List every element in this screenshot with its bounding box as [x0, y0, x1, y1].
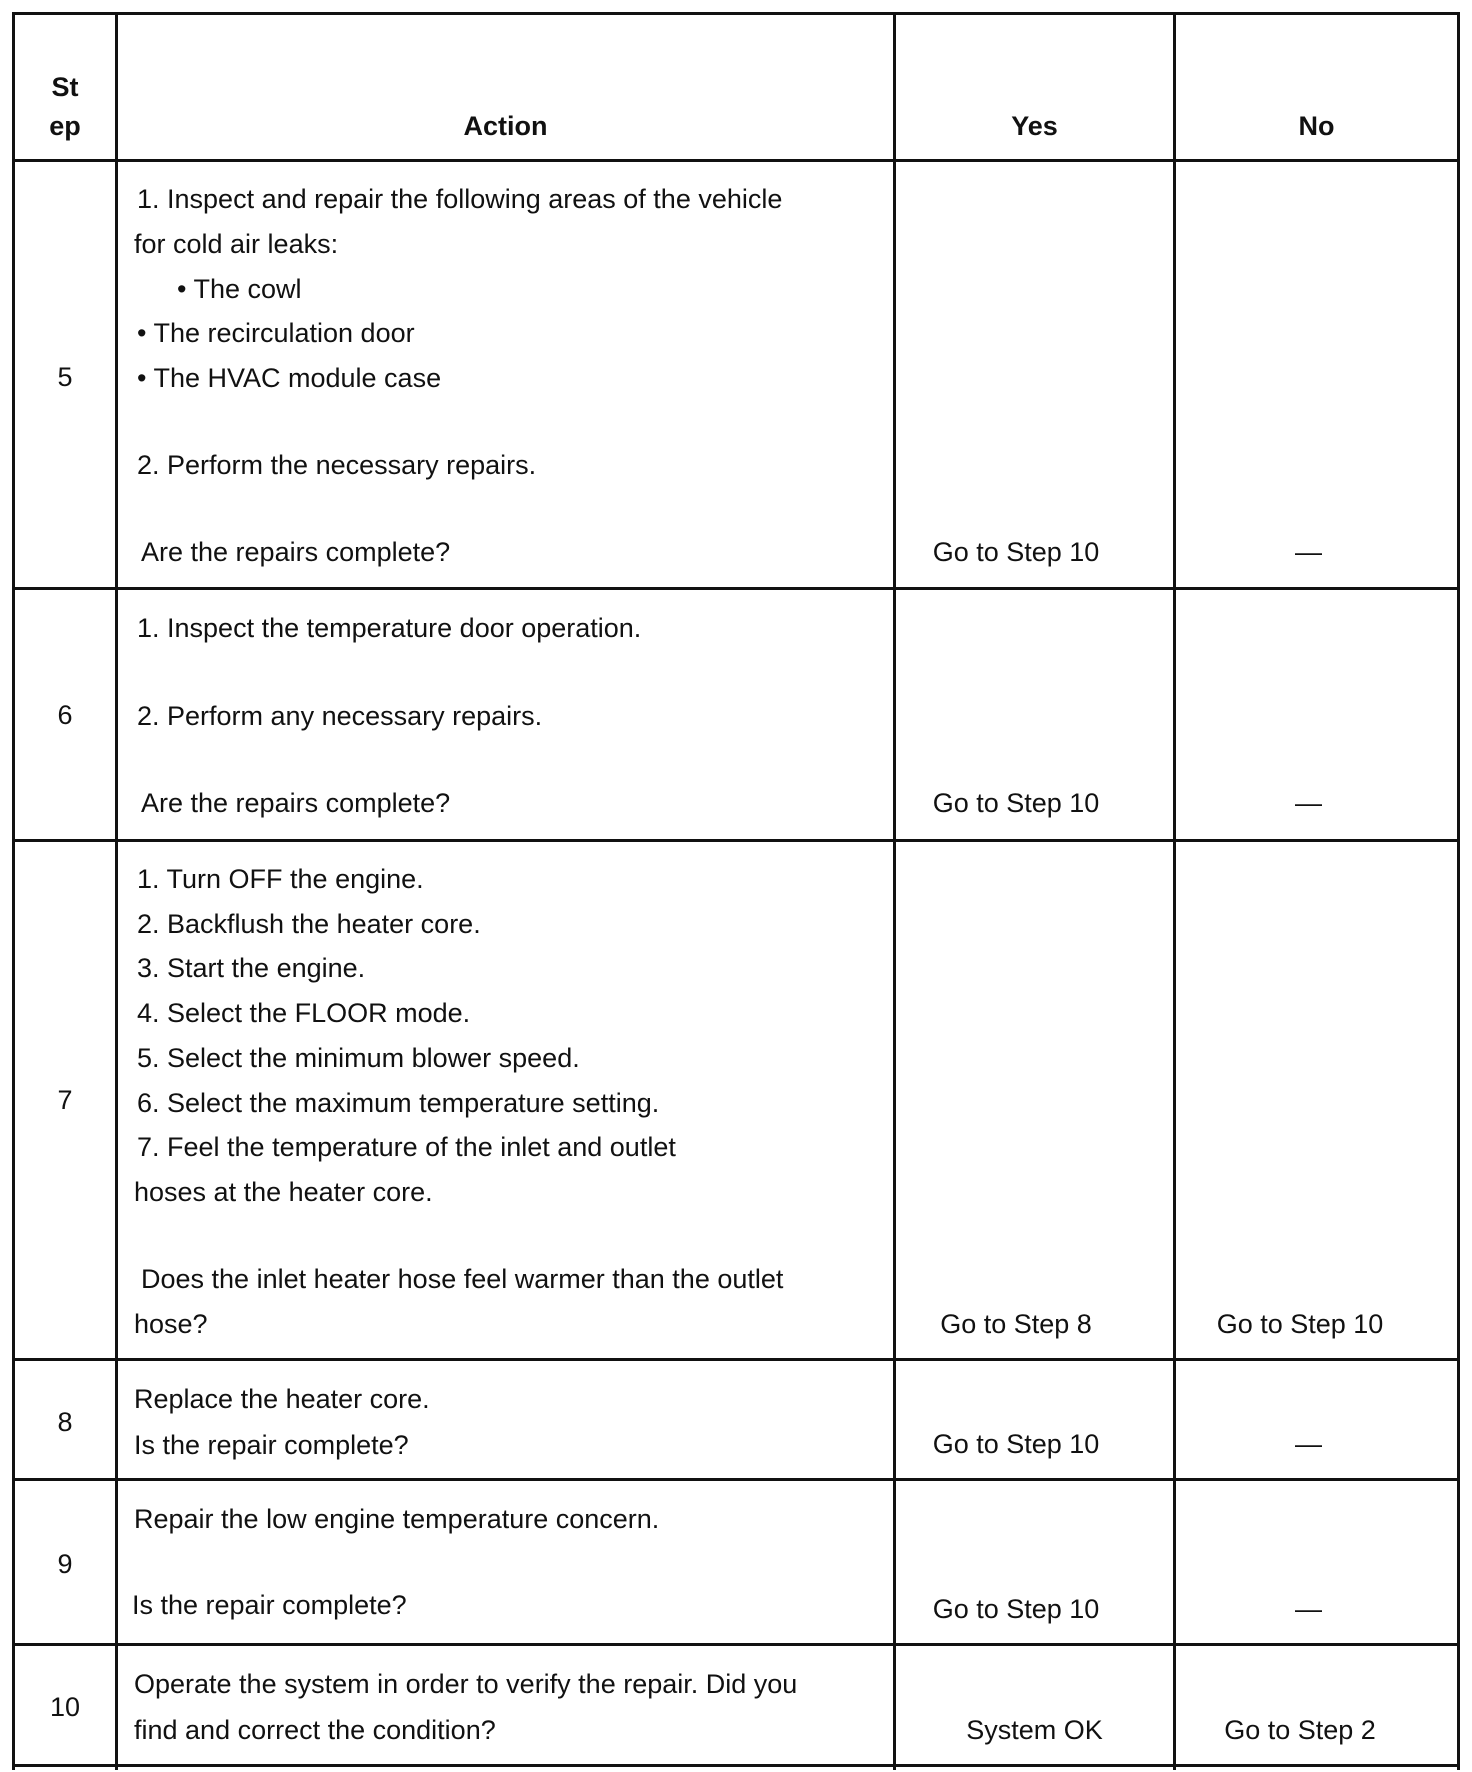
action-text: 5. Select the minimum blower speed. [137, 1043, 580, 1073]
row-divider [12, 587, 1460, 590]
action-text: 3. Start the engine. [137, 953, 366, 983]
header-action: Action [463, 111, 548, 141]
step-number: 6 [57, 700, 73, 730]
no-result: Go to Step 10 [1216, 1309, 1384, 1339]
action-text: 6. Select the maximum temperature setting. [137, 1088, 660, 1118]
row-divider [12, 1358, 1460, 1361]
yes-result: Go to Step 8 [940, 1309, 1092, 1339]
table-border-bottom [12, 1764, 1460, 1767]
row-divider [12, 1478, 1460, 1481]
column-divider [893, 12, 896, 1770]
action-text: Repair the low engine temperature concern. [134, 1504, 660, 1534]
no-result: — [1295, 1594, 1322, 1624]
header-step-line2: ep [49, 111, 81, 141]
action-text: Operate the system in order to verify the repair. Did you [134, 1669, 798, 1699]
action-text: 2. Backflush the heater core. [137, 909, 481, 939]
action-question: Is the repair complete? [132, 1590, 407, 1620]
action-question: Does the inlet heater hose feel warmer than the outlet [141, 1264, 784, 1294]
action-text: Replace the heater core. [134, 1384, 430, 1414]
action-question: hose? [134, 1309, 208, 1339]
yes-result: Go to Step 10 [932, 1429, 1100, 1459]
action-question: find and correct the condition? [134, 1715, 496, 1745]
action-text: 1. Inspect and repair the following areas of the vehicle [137, 184, 783, 214]
row-divider [12, 839, 1460, 842]
header-no: No [1298, 111, 1335, 141]
action-text: for cold air leaks: [134, 229, 339, 259]
no-result: — [1295, 1429, 1322, 1459]
row-divider [12, 1643, 1460, 1646]
action-text: 1. Turn OFF the engine. [137, 864, 424, 894]
header-divider [12, 159, 1460, 162]
yes-result: Go to Step 10 [932, 537, 1100, 567]
action-question: Are the repairs complete? [141, 788, 451, 818]
action-text: 2. Perform any necessary repairs. [137, 701, 543, 731]
action-text: • The recirculation door [137, 318, 415, 348]
table-border-right [1457, 12, 1460, 1770]
action-text: 4. Select the FLOOR mode. [137, 998, 471, 1028]
no-result: — [1295, 537, 1322, 567]
table-border-left [12, 12, 15, 1770]
action-text: hoses at the heater core. [134, 1177, 433, 1207]
action-text: • The cowl [177, 274, 302, 304]
yes-result: Go to Step 10 [932, 788, 1100, 818]
step-number: 5 [57, 362, 73, 392]
header-yes: Yes [1011, 111, 1058, 141]
action-question: Are the repairs complete? [141, 537, 451, 567]
action-question: Is the repair complete? [134, 1430, 409, 1460]
step-number: 8 [57, 1407, 73, 1437]
step-number: 7 [57, 1085, 73, 1115]
column-divider [115, 12, 118, 1770]
step-number: 9 [57, 1549, 73, 1579]
yes-result: Go to Step 10 [932, 1594, 1100, 1624]
action-text: • The HVAC module case [137, 363, 442, 393]
action-text: 2. Perform the necessary repairs. [137, 450, 537, 480]
header-step-line1: St [51, 72, 79, 102]
no-result: — [1295, 788, 1322, 818]
table-border-top [12, 12, 1460, 15]
yes-result: System OK [966, 1715, 1103, 1745]
step-number: 10 [49, 1692, 81, 1722]
action-text: 1. Inspect the temperature door operation. [137, 613, 642, 643]
no-result: Go to Step 2 [1224, 1715, 1376, 1745]
column-divider [1173, 12, 1176, 1770]
action-text: 7. Feel the temperature of the inlet and outlet [137, 1132, 676, 1162]
